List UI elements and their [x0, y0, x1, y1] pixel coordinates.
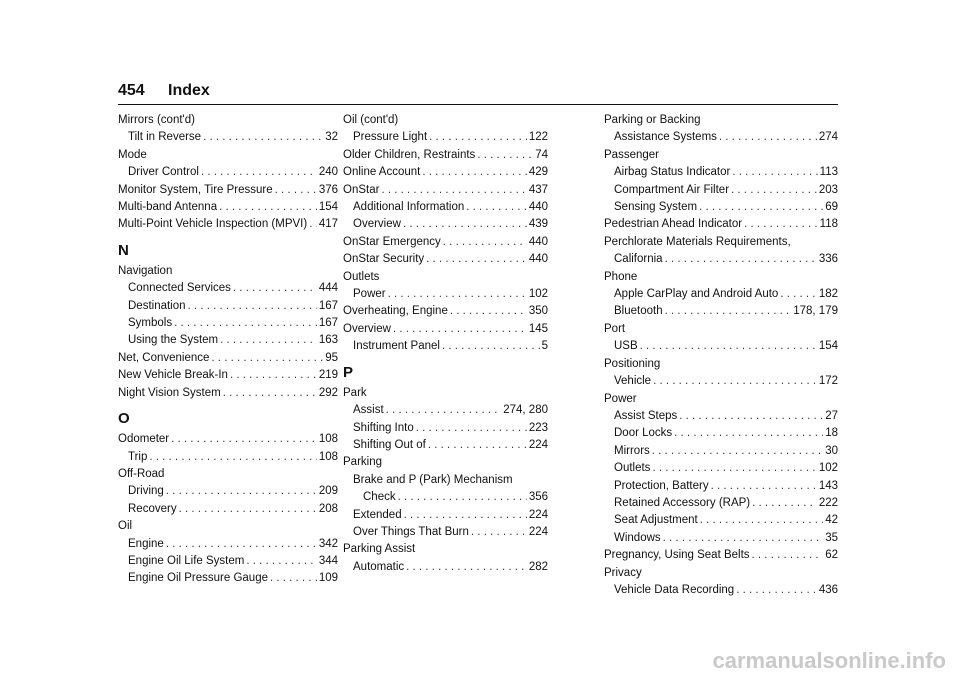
index-entry [343, 182, 548, 199]
index-entry [118, 298, 338, 315]
index-entry [118, 385, 338, 402]
index-entry-label: New Vehicle Break-In [118, 369, 228, 382]
index-entry-label: Pedestrian Ahead Indicator [604, 218, 743, 231]
index-entry-label: California [614, 253, 663, 266]
index-entry [118, 431, 338, 448]
dot-leader [149, 449, 316, 466]
index-entry-page[interactable]: 224 [528, 508, 548, 521]
page-number: 454 [118, 82, 145, 99]
index-entry [604, 530, 838, 547]
index-entry-label: Destination [128, 299, 186, 312]
index-heading: Privacy [604, 566, 642, 579]
dot-leader [406, 559, 527, 576]
dot-leader [752, 495, 817, 512]
index-heading: Mode [118, 148, 147, 161]
index-heading: Power [604, 392, 637, 405]
index-entry-label: Engine Oil Pressure Gauge [128, 572, 268, 585]
index-entry [118, 129, 338, 146]
index-entry-page[interactable]: 219 [318, 369, 338, 382]
index-entry-label: Using the System [128, 334, 219, 347]
index-entry-label: Pressure Light [353, 131, 428, 144]
index-entry [118, 164, 338, 181]
index-entry-page[interactable]: 5 [541, 340, 548, 353]
dot-leader [188, 298, 317, 315]
index-entry-label: Overview [343, 322, 391, 335]
dot-leader [403, 216, 527, 233]
index-heading: Parking [343, 456, 382, 469]
index-entry-label: USB [614, 340, 638, 353]
index-heading: Parking or Backing [604, 114, 701, 126]
dot-leader [393, 321, 527, 338]
index-entry [604, 373, 838, 390]
dot-leader [275, 182, 317, 199]
index-entry-page[interactable]: 30 [825, 444, 838, 457]
page-header [118, 82, 838, 106]
index-entry [118, 199, 338, 216]
index-entry-label: Assistance Systems [614, 131, 717, 144]
index-entry-label: Multi-Point Vehicle Inspection (MPVI) [118, 218, 308, 231]
index-entry [604, 495, 838, 512]
index-entry-label: Symbols [128, 317, 173, 330]
index-entry-label: Automatic [353, 560, 405, 573]
index-heading: Passenger [604, 148, 659, 161]
index-entry-page[interactable]: 167 [318, 299, 338, 312]
dot-leader [219, 199, 317, 216]
index-entry-page[interactable]: 32 [325, 131, 338, 144]
index-entry-page[interactable]: 18 [825, 427, 838, 440]
index-entry-page[interactable]: 143 [818, 479, 838, 492]
index-entry-page[interactable]: 209 [318, 485, 338, 498]
dot-leader [752, 547, 824, 564]
dot-leader [422, 164, 526, 181]
index-entry-page[interactable]: 113 [819, 166, 838, 179]
index-entry [604, 582, 838, 599]
index-column-2 [343, 112, 548, 576]
index-entry-page[interactable]: 440 [528, 253, 548, 266]
index-heading: Parking Assist [343, 543, 416, 556]
index-section-letter: P [343, 363, 354, 381]
index-entry [343, 507, 548, 524]
index-entry-label: Trip [128, 450, 148, 463]
dot-leader [719, 129, 817, 146]
index-entry-label: Instrument Panel [353, 340, 440, 353]
dot-leader [166, 483, 317, 500]
index-entry-label: Assist Steps [614, 409, 678, 422]
index-entry-page[interactable]: 437 [528, 183, 548, 196]
index-heading: Brake and P (Park) Mechanism [353, 473, 513, 486]
dot-leader [429, 129, 527, 146]
index-entry-page[interactable]: 223 [528, 421, 548, 434]
index-column-1 [118, 112, 338, 588]
index-entry [118, 280, 338, 297]
index-entry-page[interactable]: 292 [318, 386, 338, 399]
index-entry-page[interactable]: 62 [825, 549, 838, 562]
index-entry-label: Additional Information [353, 201, 465, 214]
index-entry [604, 338, 838, 355]
index-entry-label: Overheating, Engine [343, 305, 448, 318]
dot-leader [736, 582, 817, 599]
index-entry-label: Driving [128, 485, 164, 498]
index-entry-page[interactable]: 118 [819, 218, 838, 231]
index-heading: Perchlorate Materials Requirements, [604, 235, 791, 248]
index-entry [118, 501, 338, 518]
dot-leader [171, 431, 317, 448]
index-entry-label: Windows [614, 531, 661, 544]
index-column-3 [604, 112, 838, 599]
index-entry-label: Retained Accessory (RAP) [614, 496, 751, 509]
index-entry-label: Apple CarPlay and Android Auto [614, 288, 779, 301]
index-entry [343, 559, 548, 576]
index-entry-page[interactable]: 167 [318, 317, 338, 330]
index-entry [604, 286, 838, 303]
index-entry-page[interactable]: 429 [528, 166, 548, 179]
index-entry [343, 321, 548, 338]
index-section-letter: N [118, 241, 129, 259]
index-entry-label: Night Vision System [118, 386, 221, 399]
index-entry [604, 303, 838, 320]
index-entry-page[interactable]: 154 [818, 340, 838, 353]
dot-leader [416, 420, 527, 437]
dot-leader [174, 315, 317, 332]
dot-leader [203, 129, 323, 146]
index-heading: Outlets [343, 270, 380, 283]
dot-leader [744, 216, 818, 233]
index-entry-page[interactable]: 436 [818, 583, 838, 596]
index-entry [343, 303, 548, 320]
dot-leader [731, 182, 817, 199]
dot-leader [674, 425, 823, 442]
dot-leader [428, 437, 527, 454]
dot-leader [309, 216, 317, 233]
dot-leader [270, 570, 317, 587]
index-entry [343, 164, 548, 181]
index-entry-label: Driver Control [128, 166, 199, 179]
index-entry [604, 182, 838, 199]
index-entry-page[interactable]: 344 [318, 554, 338, 567]
dot-leader [386, 402, 502, 419]
index-entry [343, 216, 548, 233]
index-entry-label: Vehicle [614, 375, 652, 388]
index-entry [604, 478, 838, 495]
index-entry-label: Shifting Into [353, 421, 414, 434]
index-entry-label: Outlets [614, 462, 651, 475]
index-entry [604, 164, 838, 181]
dot-leader [201, 164, 317, 181]
index-entry-label: Compartment Air Filter [614, 183, 730, 196]
header-divider [118, 104, 838, 105]
index-entry [118, 483, 338, 500]
index-entry [604, 199, 838, 216]
index-entry [343, 286, 548, 303]
dot-leader [466, 199, 527, 216]
dot-leader [166, 536, 317, 553]
index-entry-page[interactable]: 27 [825, 409, 838, 422]
index-entry-page[interactable]: 439 [528, 218, 548, 231]
dot-leader [711, 478, 817, 495]
dot-leader [223, 385, 317, 402]
index-entry-label: Door Locks [614, 427, 673, 440]
index-entry [343, 129, 548, 146]
index-entry-page[interactable]: 163 [318, 334, 338, 347]
index-entry-label: Check [363, 491, 396, 504]
index-entry-label: Power [353, 288, 386, 301]
dot-leader [471, 524, 527, 541]
index-entry-label: Shifting Out of [353, 438, 426, 451]
index-entry-label: Tilt in Reverse [128, 131, 202, 144]
index-entry-label: Sensing System [614, 201, 698, 214]
index-entry-page[interactable]: 417 [318, 218, 338, 231]
dot-leader [663, 530, 824, 547]
index-entry-page[interactable]: 122 [528, 131, 548, 144]
index-entry-page[interactable]: 95 [325, 351, 338, 364]
dot-leader [665, 251, 817, 268]
index-entry [118, 315, 338, 332]
dot-leader [477, 147, 533, 164]
dot-leader [653, 373, 817, 390]
dot-leader [233, 280, 317, 297]
index-entry-label: Connected Services [128, 282, 231, 295]
dot-leader [443, 234, 527, 251]
index-entry-label: Protection, Battery [614, 479, 709, 492]
index-entry [118, 553, 338, 570]
index-entry [118, 367, 338, 384]
index-entry-label: OnStar [343, 183, 380, 196]
dot-leader [665, 303, 792, 320]
index-entry-page[interactable]: 444 [318, 282, 338, 295]
dot-leader [780, 286, 817, 303]
index-entry-label: OnStar Security [343, 253, 425, 266]
index-entry [118, 182, 338, 199]
dot-leader [230, 367, 317, 384]
index-heading: Oil (cont'd) [343, 114, 399, 126]
index-entry-label: Pregnancy, Using Seat Belts [604, 549, 750, 562]
index-entry-page[interactable]: 108 [318, 450, 338, 463]
dot-leader [652, 460, 816, 477]
index-entry-page[interactable]: 440 [528, 235, 548, 248]
index-entry-page[interactable]: 109 [318, 572, 338, 585]
index-entry-label: Engine Oil Life System [128, 554, 245, 567]
index-entry [343, 338, 548, 355]
index-entry-page[interactable]: 224 [528, 438, 548, 451]
dot-leader [640, 338, 817, 355]
index-entry-label: Over Things That Burn [353, 525, 469, 538]
index-entry-label: Assist [353, 404, 384, 417]
dot-leader [211, 350, 323, 367]
index-entry [118, 536, 338, 553]
index-heading: Oil [118, 520, 133, 533]
index-entry-page[interactable]: 350 [528, 305, 548, 318]
index-entry [118, 216, 338, 233]
index-entry [604, 216, 838, 233]
index-entry-page[interactable]: 172 [818, 375, 838, 388]
index-entry-label: Net, Convenience [118, 351, 210, 364]
index-entry-page[interactable]: 440 [528, 201, 548, 214]
index-entry-page[interactable]: 282 [528, 560, 548, 573]
index-entry-page[interactable]: 356 [528, 491, 548, 504]
index-heading: Mirrors (cont'd) [118, 114, 195, 126]
index-entry-page[interactable]: 182 [818, 288, 838, 301]
index-entry [604, 129, 838, 146]
dot-leader [388, 286, 527, 303]
dot-leader [179, 501, 317, 518]
index-entry-page[interactable]: 42 [825, 514, 838, 527]
index-entry [604, 443, 838, 460]
index-entry-label: Overview [353, 218, 401, 231]
index-entry-label: Online Account [343, 166, 421, 179]
index-entry-label: Odometer [118, 433, 170, 446]
index-entry [604, 408, 838, 425]
dot-leader [220, 332, 317, 349]
index-entry [118, 570, 338, 587]
dot-leader [404, 507, 527, 524]
index-entry-label: Recovery [128, 502, 177, 515]
index-entry-page[interactable]: 74 [535, 148, 548, 161]
index-entry-page[interactable]: 145 [528, 322, 548, 335]
index-entry [343, 147, 548, 164]
index-entry [343, 420, 548, 437]
index-entry [343, 437, 548, 454]
index-entry [343, 234, 548, 251]
dot-leader [700, 512, 823, 529]
index-entry [118, 449, 338, 466]
index-heading: Park [343, 386, 367, 399]
index-entry-page[interactable]: 274, 280 [503, 404, 548, 417]
dot-leader [732, 164, 817, 181]
dot-leader [398, 489, 527, 506]
index-heading: Navigation [118, 264, 173, 277]
index-entry-label: Monitor System, Tire Pressure [118, 183, 273, 196]
index-entry-page[interactable]: 376 [318, 183, 338, 196]
index-entry [343, 402, 548, 419]
index-entry [118, 350, 338, 367]
index-entry-page[interactable]: 336 [818, 253, 838, 266]
index-entry-page[interactable]: 208 [318, 502, 338, 515]
dot-leader [442, 338, 540, 355]
index-entry-label: Airbag Status Indicator [614, 166, 731, 179]
index-entry-label: Multi-band Antenna [118, 201, 218, 214]
index-entry-page[interactable]: 240 [318, 166, 338, 179]
index-entry [604, 251, 838, 268]
dot-leader [699, 199, 823, 216]
index-entry-page[interactable]: 224 [528, 525, 548, 538]
index-entry-label: Seat Adjustment [614, 514, 698, 527]
index-entry [343, 524, 548, 541]
index-entry-page[interactable]: 342 [318, 537, 338, 550]
index-heading: Off-Road [118, 467, 165, 480]
index-entry-page[interactable]: 69 [825, 201, 838, 214]
index-entry [343, 489, 548, 506]
index-entry-label: Older Children, Restraints [343, 148, 476, 161]
index-entry-page[interactable]: 35 [825, 531, 838, 544]
index-heading: Phone [604, 270, 638, 283]
index-entry-label: Vehicle Data Recording [614, 583, 735, 596]
index-entry-page[interactable]: 178, 179 [793, 305, 838, 318]
index-entry-label: OnStar Emergency [343, 235, 441, 248]
index-entry-page[interactable]: 102 [528, 288, 548, 301]
index-entry [604, 512, 838, 529]
index-entry-page[interactable]: 154 [318, 201, 338, 214]
index-entry-label: Mirrors [614, 444, 650, 457]
index-entry-label: Extended [353, 508, 402, 521]
index-entry-page[interactable]: 203 [818, 183, 838, 196]
dot-leader [450, 303, 527, 320]
index-heading: Positioning [604, 357, 661, 370]
index-entry-page[interactable]: 108 [318, 433, 338, 446]
index-heading: Port [604, 322, 626, 335]
index-entry-label: Engine [128, 537, 164, 550]
dot-leader [652, 443, 823, 460]
index-section-letter: O [118, 410, 130, 428]
page-title: Index [168, 82, 210, 99]
index-entry-page[interactable]: 222 [818, 496, 838, 509]
index-entry [118, 332, 338, 349]
watermark: carmanualsonline.info [712, 648, 946, 673]
index-entry [343, 199, 548, 216]
index-entry-page[interactable]: 274 [818, 131, 838, 144]
dot-leader [381, 182, 526, 199]
dot-leader [679, 408, 823, 425]
dot-leader [246, 553, 316, 570]
index-entry [604, 547, 838, 564]
index-entry-label: Bluetooth [614, 305, 663, 318]
index-entry [604, 460, 838, 477]
dot-leader [426, 251, 527, 268]
index-entry [343, 251, 548, 268]
index-entry [604, 425, 838, 442]
index-entry-page[interactable]: 102 [818, 462, 838, 475]
